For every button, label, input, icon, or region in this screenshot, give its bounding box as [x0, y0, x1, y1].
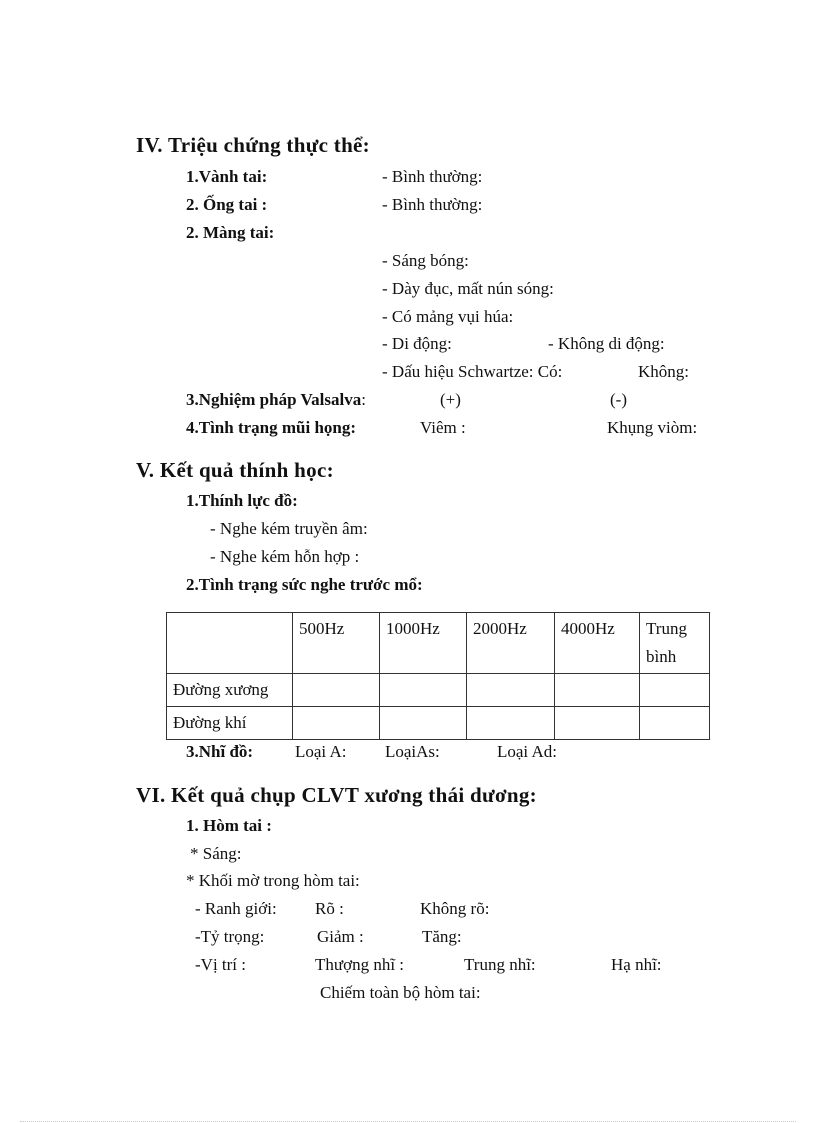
loai-a: Loại A:: [295, 742, 347, 761]
di-dong: - Di động:: [382, 334, 452, 353]
table-row: [167, 707, 710, 740]
trung-nhi: Trung nhĩ:: [464, 955, 536, 974]
giam: Giảm :: [317, 927, 364, 946]
table-header-cell: 4000Hz: [555, 613, 640, 674]
table-cell: [380, 674, 467, 707]
chiem-toan-bo: Chiếm toàn bộ hòm tai:: [320, 983, 481, 1002]
table-cell: [640, 707, 710, 740]
mui-hong-label: 4.Tình trạng mũi họng:: [186, 418, 357, 437]
table-header-cell: 500Hz: [293, 613, 380, 674]
valsalva-colon: :: [361, 390, 366, 409]
thinh-luc-do-label: 1.Thính lực đồ:: [186, 491, 298, 510]
table-header-cell: 2000Hz: [467, 613, 555, 674]
section-iv-title: IV. Triệu chứng thực thể:: [136, 133, 370, 157]
ranh-gioi: - Ranh giới:: [195, 899, 277, 918]
section-vi-title: VI. Kết quả chụp CLVT xương thái dương:: [136, 783, 537, 807]
suc-nghe-label: 2.Tình trạng sức nghe trước mổ:: [186, 575, 423, 594]
ong-tai-value: - Bình thường:: [382, 195, 483, 214]
table-cell: [380, 707, 467, 740]
ty-trong: -Tỷ trọng:: [195, 927, 265, 946]
hearing-table: [166, 612, 710, 740]
loai-as: LoạiAs:: [385, 742, 440, 761]
table-cell: [467, 707, 555, 740]
vanh-tai-value: - Bình thường:: [382, 167, 483, 186]
khong-di-dong: - Không di động:: [548, 334, 665, 353]
table-cell: [293, 674, 380, 707]
sang-bong: - Sáng bóng:: [382, 251, 469, 270]
khong-ro: Không rõ:: [420, 899, 490, 918]
table-cell: [555, 707, 640, 740]
table-cell: [555, 674, 640, 707]
table-cell: [293, 707, 380, 740]
table-header-cell: [167, 613, 293, 674]
nghe-kem-truyen-am: - Nghe kém truyền âm:: [210, 519, 368, 538]
section-v-title: V. Kết quả thính học:: [136, 458, 334, 482]
valsalva-positive: (+): [440, 390, 461, 409]
table-row-label: Đường khí: [167, 707, 293, 740]
valsalva-label: 3.Nghiệm pháp Valsalva: [186, 390, 362, 409]
table-header-row: [167, 613, 710, 674]
table-row: [167, 674, 710, 707]
nhi-do-label: 3.Nhĩ đồ:: [186, 742, 254, 761]
schwartze-khong: Không:: [638, 362, 689, 381]
table-cell: [467, 674, 555, 707]
ha-nhi: Hạ nhĩ:: [611, 955, 662, 974]
hom-tai-label: 1. Hòm tai :: [186, 816, 272, 835]
viem: Viêm :: [420, 418, 466, 437]
page-bottom-rule: [20, 1121, 796, 1122]
table-header-cell: 1000Hz: [380, 613, 467, 674]
dau-hieu-schwartze: - Dấu hiệu Schwartze: Có:: [382, 362, 563, 381]
thuong-nhi: Thượng nhĩ :: [315, 955, 405, 974]
co-mang-vui-hua: - Có mảng vụi húa:: [382, 307, 514, 326]
table-row-label: Đường xương: [167, 674, 293, 707]
khoi-mo: * Khối mờ trong hòm tai:: [186, 871, 360, 890]
khung-viom: Khụng viòm:: [607, 418, 698, 437]
vi-tri: -Vị trí :: [195, 955, 246, 974]
table-cell: [640, 674, 710, 707]
sang: * Sáng:: [190, 844, 242, 863]
ong-tai-label: 2. Ống tai :: [186, 195, 268, 214]
mang-tai-label: 2. Màng tai:: [186, 223, 275, 242]
day-duc: - Dày đục, mất nún sóng:: [382, 279, 554, 298]
nghe-kem-hon-hop: - Nghe kém hỗn hợp :: [210, 547, 360, 566]
valsalva-row: [186, 390, 366, 410]
tang: Tăng:: [422, 927, 462, 946]
vanh-tai-label: 1.Vành tai:: [186, 167, 268, 186]
loai-ad: Loại Ad:: [497, 742, 557, 761]
table-header-cell: Trung bình: [640, 613, 710, 674]
valsalva-negative: (-): [610, 390, 627, 409]
ro: Rõ :: [315, 899, 344, 918]
